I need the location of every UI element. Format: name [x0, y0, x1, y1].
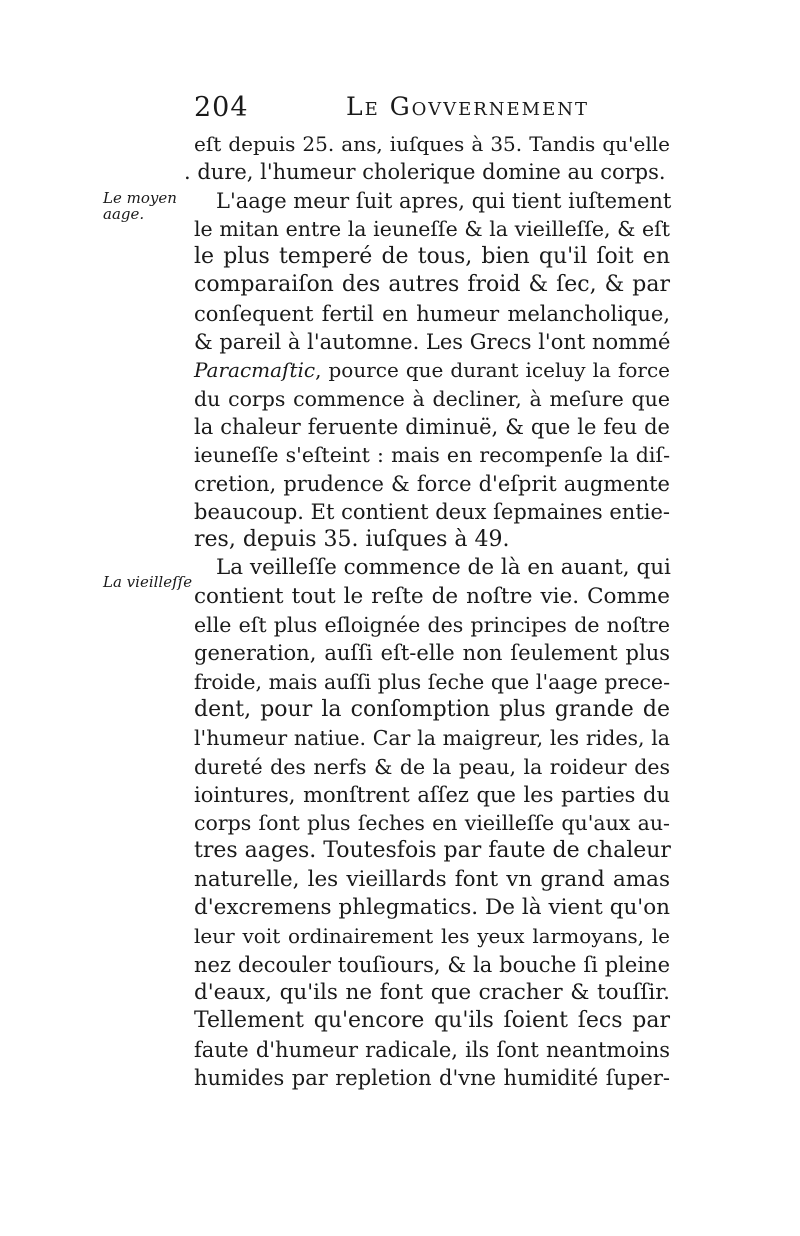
- text-line: . dure, l'humeur cholerique domine au corps.: [184, 160, 666, 185]
- text-line: corps ſont plus ſeches en vieilleſſe qu'aux au-: [194, 811, 670, 836]
- text-line: dureté des nerfs & de la peau, la roideur des: [194, 754, 670, 779]
- text-line: [194, 356, 670, 384]
- text-line: d'excremens phlegmatics. De là vient qu'on: [194, 895, 670, 921]
- page-header: [194, 92, 614, 132]
- text-line: faute d'humeur radicale, ils ſont neantmoins: [194, 1037, 670, 1062]
- text-line: le mitan entre la ieuneſſe & la vieilleſſe, & eſt: [194, 216, 670, 241]
- text-line: ieuneſſe s'eſteint : mais en recompenſe la diſ-: [194, 443, 670, 468]
- marginal-note-line: Le moyen: [103, 189, 177, 207]
- text-line: la chaleur feruente diminuë, & que le feu de: [194, 414, 670, 439]
- text-line: du corps commence à decliner, à meſure que: [194, 386, 670, 411]
- text-line: le plus temperé de tous, bien qu'il ſoit en: [194, 244, 670, 270]
- text-line: eſt depuis 25. ans, iuſques à 35. Tandis qu'elle: [194, 132, 670, 156]
- text-line: d'eaux, qu'ils ne font que cracher & touſſir.: [194, 979, 670, 1005]
- text-line: froide, mais auſſi plus ſeche que l'aage prece-: [194, 669, 670, 694]
- marginal-note-line: La vieilleſſe: [103, 573, 193, 591]
- marginal-note-moyen-aage: [103, 190, 177, 222]
- text-line: contient tout le reſte de noſtre vie. Comme: [194, 583, 670, 609]
- text-line: tres aages. Toutesfois par faute de chaleur: [194, 838, 671, 864]
- marginal-note-vieillesse: [103, 574, 192, 590]
- text-line: iointures, monſtrent aſſez que les parties du: [194, 782, 670, 807]
- text-line: L'aage meur ſuit apres, qui tient iuſtement: [216, 188, 672, 213]
- text-line: conſequent fertil en humeur melancholique,: [194, 301, 670, 326]
- text-line: elle eſt plus eſloignée des principes de noſtre: [194, 613, 670, 638]
- text-line: naturelle, les vieillards font vn grand amas: [194, 866, 670, 892]
- greek-term: Paracmaſtic: [194, 358, 316, 383]
- text-line: cretion, prudence & force d'eſprit augmente: [194, 471, 670, 496]
- marginal-note-line: aage.: [103, 205, 145, 223]
- text-line: humides par repletion d'vne humidité ſuper-: [194, 1065, 670, 1090]
- text-line: generation, auſſi eſt-elle non ſeulement plus: [194, 641, 670, 666]
- text-line-rest: , pource que durant iceluy la force: [315, 358, 670, 383]
- text-line: La veilleſſe commence de là en auant, qui: [216, 555, 671, 581]
- page-number: 204: [194, 92, 249, 123]
- text-line: res, depuis 35. iuſques à 49.: [194, 527, 510, 553]
- text-line: comparaiſon des autres froid & ſec, & par: [194, 272, 670, 298]
- body-text: [184, 130, 672, 1092]
- text-line: dent, pour la conſomption plus grande de: [194, 696, 670, 722]
- text-line: & pareil à l'automne. Les Grecs l'ont nommé: [194, 330, 671, 355]
- text-line: beaucoup. Et contient deux ſepmaines entie-: [194, 499, 670, 524]
- text-line: leur voit ordinairement les yeux larmoyans, le: [194, 924, 670, 949]
- text-line: nez decouler touſiours, & la bouche ſi pleine: [194, 952, 670, 977]
- text-line: l'humeur natiue. Car la maigreur, les rides, la: [194, 726, 670, 751]
- text-line: Tellement qu'encore qu'ils ſoient ſecs par: [194, 1008, 670, 1034]
- running-title: Le Govvernement: [346, 92, 590, 121]
